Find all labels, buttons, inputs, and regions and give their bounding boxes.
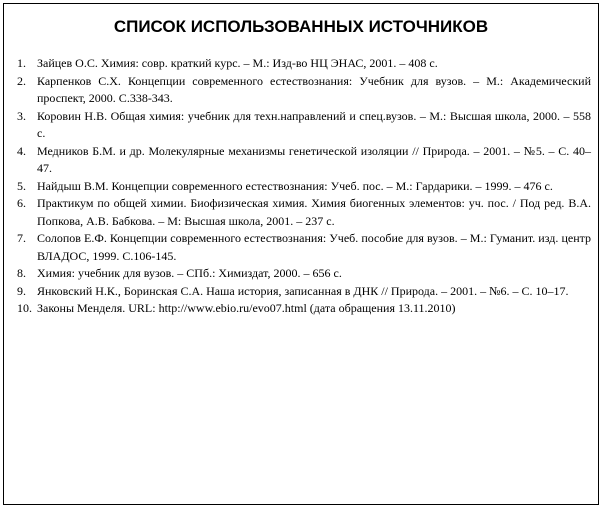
item-number: 2. xyxy=(17,73,26,88)
page-title: СПИСОК ИСПОЛЬЗОВАННЫХ ИСТОЧНИКОВ xyxy=(113,17,489,36)
list-item xyxy=(17,265,591,283)
list-item xyxy=(17,300,591,318)
list-item xyxy=(17,195,591,230)
item-text: Карпенков С.Х. Концепции современного естествознания: Учебник для вузов. – М.: Академический проспект, 2000. С.338-343. xyxy=(37,73,591,105)
item-text: Зайцев О.С. Химия: совр. краткий курс. – М.: Изд-во НЦ ЭНАС, 2001. – 408 с. xyxy=(37,56,438,70)
item-text: Солопов Е.Ф. Концепции современного естествознания: Учеб. пособие для вузов. – М.: Гуманит. изд. центр ВЛАДОС, 1999. С.106-145. xyxy=(37,231,591,263)
item-number: 6. xyxy=(17,196,26,210)
item-number: 9. xyxy=(17,283,26,298)
item-number: 8. xyxy=(17,266,26,280)
list-item xyxy=(17,178,591,196)
reference-list xyxy=(17,55,591,318)
list-item xyxy=(17,283,591,301)
item-number: 10. xyxy=(17,301,32,315)
item-text: Янковский Н.К., Боринская С.А. Наша история, записанная в ДНК // Природа. – 2001. – №6. – С. 10–17. xyxy=(37,283,569,298)
list-item xyxy=(17,230,591,265)
list-item xyxy=(17,143,591,178)
document-frame xyxy=(3,3,599,505)
list-item xyxy=(17,55,591,73)
item-text: Законы Менделя. URL: http://www.ebio.ru/evo07.html (дата обращения 13.11.2010) xyxy=(37,301,456,315)
item-number: 1. xyxy=(17,56,26,70)
item-text: Найдыш В.М. Концепции современного естествознания: Учеб. пос. – М.: Гардарики. – 1999. – 476 с. xyxy=(37,178,553,193)
list-item xyxy=(17,108,591,143)
item-number: 7. xyxy=(17,231,26,245)
item-text: Медников Б.М. и др. Молекулярные механизмы генетической изоляции // Природа. – 2001. – №5. – С. 40–47. xyxy=(37,143,591,175)
item-number: 4. xyxy=(17,143,26,158)
item-text: Химия: учебник для вузов. – СПб.: Химиздат, 2000. – 656 с. xyxy=(37,266,342,280)
list-item xyxy=(17,73,591,108)
item-number: 3. xyxy=(17,108,26,123)
item-number: 5. xyxy=(17,178,26,193)
item-text: Практикум по общей химии. Биофизическая химия. Химия биогенных элементов: уч. пос. / Под ред. В.А. Попкова, А.В. Бабкова. – М: Высшая школа, 2001. – 237 с. xyxy=(37,196,591,228)
item-text: Коровин Н.В. Общая химия: учебник для техн.направлений и спец.вузов. – М.: Высшая школа, 2000. – 558 с. xyxy=(37,108,591,140)
